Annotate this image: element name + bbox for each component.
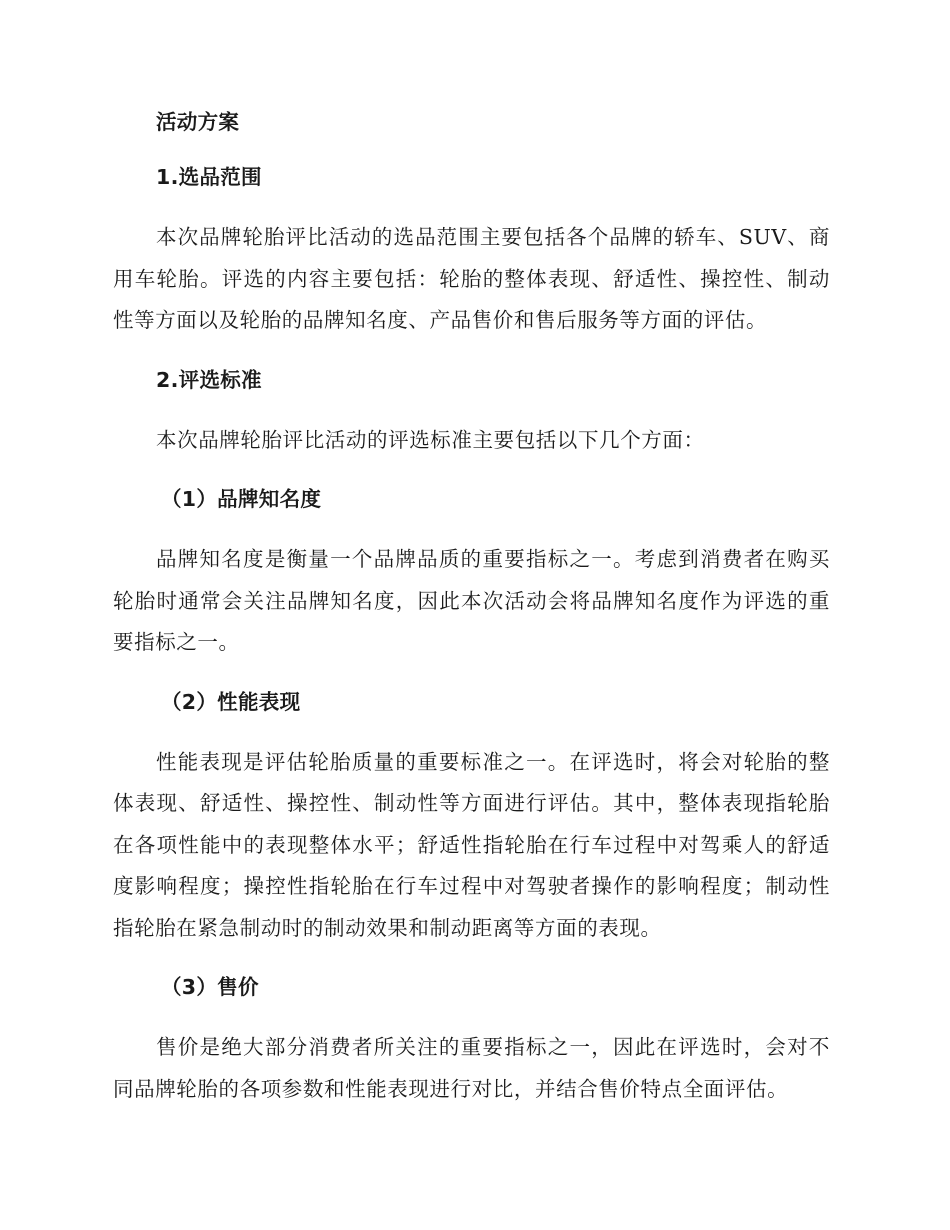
spacer: [113, 191, 830, 217]
spacer: [113, 513, 830, 539]
spacer: [113, 664, 830, 688]
paragraph-brand-awareness: 品牌知名度是衡量一个品牌品质的重要指标之一。考虑到消费者在购买轮胎时通常会关注品牌知名度，因此本次活动会将品牌知名度作为评选的重要指标之一。: [113, 547, 830, 654]
paragraph-price: 售价是绝大部分消费者所关注的重要指标之一，因此在评选时，会对不同品牌轮胎的各项参数和性能表现进行对比，并结合售价特点全面评估。: [113, 1035, 830, 1101]
spacer: [113, 394, 830, 420]
spacer: [113, 949, 830, 973]
spacer: [113, 716, 830, 742]
paragraph-performance: 性能表现是评估轮胎质量的重要标准之一。在评选时，将会对轮胎的整体表现、舒适性、操控性、制动性等方面进行评估。其中，整体表现指轮胎在各项性能中的表现整体水平；舒适性指轮胎在行车过程中对驾乘人的舒适度影响程度；操控性指轮胎在行车过程中对驾驶者操作的影响程度；制动性指轮胎在紧急制动时的制动效果和制动距离等方面的表现。: [113, 749, 830, 940]
section-heading-selection-scope: 1.选品范围: [156, 165, 262, 189]
spacer: [113, 461, 830, 485]
document-title: 活动方案: [156, 110, 240, 134]
spacer: [113, 342, 830, 366]
subheading-price: （3）售价: [161, 975, 259, 999]
subheading-performance: （2）性能表现: [161, 689, 301, 714]
spacer: [113, 136, 830, 163]
section-heading-criteria: 2.评选标准: [156, 367, 262, 392]
subheading-brand-awareness: （1）品牌知名度: [161, 487, 322, 511]
paragraph-criteria-intro: 本次品牌轮胎评比活动的评选标准主要包括以下几个方面：: [156, 427, 705, 452]
paragraph-selection-scope: 本次品牌轮胎评比活动的选品范围主要包括各个品牌的轿车、SUV、商用车轮胎。评选的内容主要包括：轮胎的整体表现、舒适性、操控性、制动性等方面以及轮胎的品牌知名度、产品售价和售后服务等方面的评估。: [113, 225, 830, 332]
spacer: [113, 1001, 830, 1027]
